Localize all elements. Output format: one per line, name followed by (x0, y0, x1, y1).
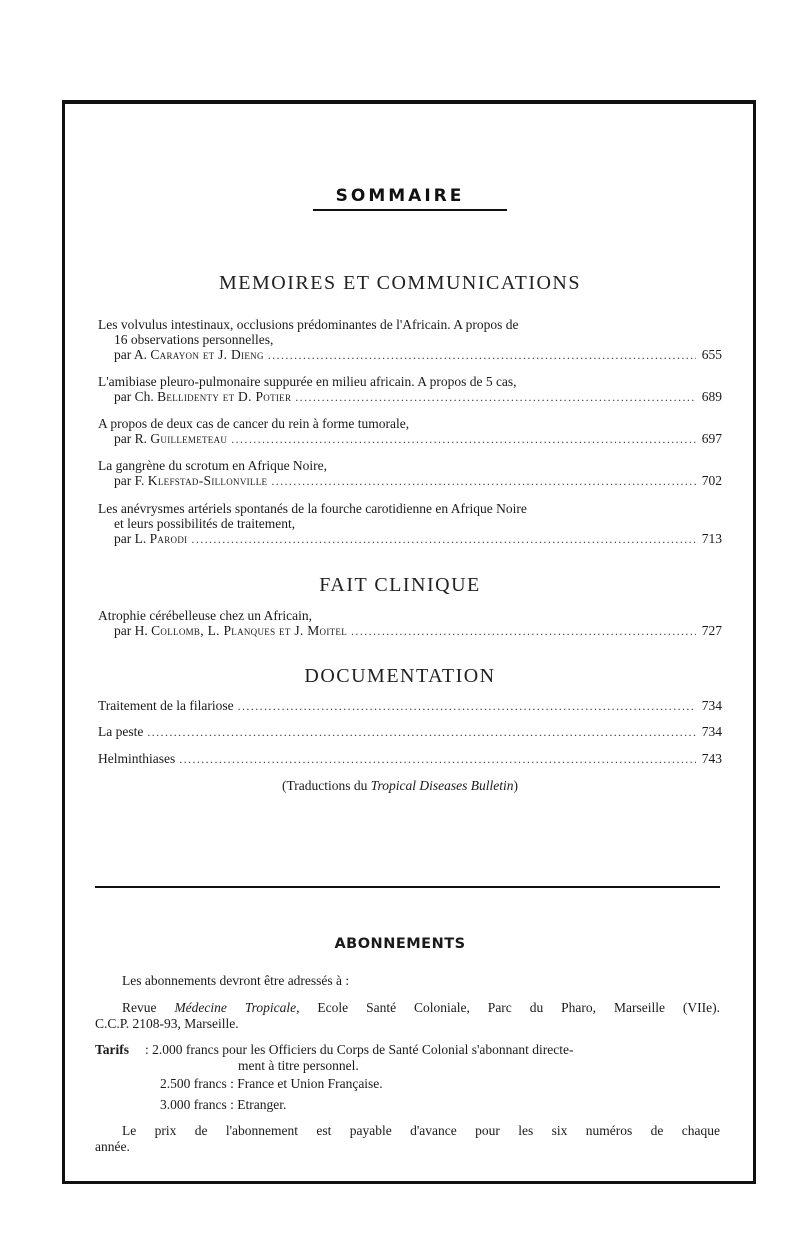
dot-leader (147, 725, 696, 740)
section-title-documentation: DOCUMENTATION (304, 665, 496, 687)
entry-title-line: Atrophie cérébelleuse chez un Africain, (98, 608, 313, 623)
tarif-etranger: 3.000 francs : Etranger. (160, 1097, 287, 1112)
page-number: 743 (701, 751, 722, 766)
page-number: 702 (701, 473, 722, 488)
toc-entry[interactable] (98, 317, 722, 363)
toc-entry[interactable] (98, 458, 722, 489)
author-prefix: par Ch. (114, 389, 158, 404)
entry-title: Traitement de la filariose (98, 698, 234, 713)
author-prefix: par L. (114, 531, 150, 546)
page-number: 655 (701, 347, 722, 362)
entry-authors: Guillemeteau (150, 431, 228, 446)
tarif-officiers: : 2.000 francs pour les Officiers du Corps de Santé Colonial s'abonnant directe- (145, 1042, 574, 1057)
dot-leader (351, 624, 696, 639)
author-prefix: par R. (114, 431, 151, 446)
page-number: 727 (701, 623, 722, 638)
toc-entry[interactable] (98, 608, 722, 639)
journal-name: Médecine Tropicale, (174, 1000, 300, 1015)
toc-entry[interactable] (98, 724, 722, 740)
toc-entry[interactable] (98, 698, 722, 714)
dot-leader (231, 432, 696, 447)
page-number: 697 (701, 431, 722, 446)
section-title-memoires: MEMOIRES ET COMMUNICATIONS (219, 272, 581, 294)
abonnements-address: Revue Médecine Tropicale, Ecole Santé Coloniale, Parc du Pharo, Marseille (VIIe). (122, 1000, 720, 1015)
entry-authors: Collomb, L. Planques et J. Moitel (151, 623, 348, 638)
author-prefix: par F. (114, 473, 148, 488)
entry-title-line: La gangrène du scrotum en Afrique Noire, (98, 458, 328, 473)
translation-note: (Traductions du Tropical Diseases Bulletin) (281, 778, 518, 793)
entry-authors: Parodi (149, 531, 188, 546)
entry-title: La peste (98, 724, 144, 739)
author-prefix: par H. (114, 623, 152, 638)
entry-title-line: Les anévrysmes artériels spontanés de la fourche carotidienne en Afrique Noire (98, 501, 527, 516)
bulletin-name: Tropical Diseases Bulletin (370, 778, 514, 793)
dot-leader (191, 532, 696, 547)
toc-entry[interactable] (98, 374, 722, 405)
entry-authors: Klefstad-Sillonville (147, 473, 268, 488)
page-number: 713 (701, 531, 722, 546)
entry-title-line: Les volvulus intestinaux, occlusions prédominantes de l'Africain. A propos de (98, 317, 519, 332)
toc-entry[interactable] (98, 501, 722, 547)
page-number: 689 (701, 389, 722, 404)
title-underline (313, 209, 507, 211)
payment-note-cont: année. (95, 1139, 130, 1154)
abonnements-title: ABONNEMENTS (334, 936, 466, 952)
section-divider (95, 886, 720, 888)
section-title-fait-clinique: FAIT CLINIQUE (319, 574, 481, 596)
entry-title-line: 16 observations personnelles, (114, 332, 274, 347)
entry-authors: Bellidenty et D. Potier (157, 389, 292, 404)
page-number: 734 (701, 724, 722, 739)
abonnements-ccp: C.C.P. 2108-93, Marseille. (95, 1016, 239, 1031)
page-number: 734 (701, 698, 722, 713)
entry-authors: Carayon et J. Dieng (150, 347, 264, 362)
dot-leader (179, 752, 696, 767)
dot-leader (271, 474, 696, 489)
toc-entry[interactable] (98, 416, 722, 447)
toc-entry[interactable] (98, 751, 722, 767)
payment-note: Le prix de l'abonnement est payable d'avance pour les six numéros de chaque (122, 1123, 720, 1138)
dot-leader (295, 390, 696, 405)
abonnements-intro: Les abonnements devront être adressés à : (122, 973, 350, 988)
entry-title-line: L'amibiase pleuro-pulmonaire suppurée en milieu africain. A propos de 5 cas, (98, 374, 517, 389)
dot-leader (268, 348, 696, 363)
tarif-france: 2.500 francs : France et Union Française. (160, 1076, 383, 1091)
page-title: SOMMAIRE (335, 186, 465, 206)
dot-leader (238, 699, 696, 714)
entry-title-line: A propos de deux cas de cancer du rein à forme tumorale, (98, 416, 410, 431)
entry-title: Helminthiases (98, 751, 176, 766)
author-prefix: par A. (114, 347, 151, 362)
tarif-officiers-cont: ment à titre personnel. (238, 1058, 359, 1073)
tarifs-label: Tarifs (95, 1042, 130, 1057)
entry-title-line: et leurs possibilités de traitement, (114, 516, 296, 531)
